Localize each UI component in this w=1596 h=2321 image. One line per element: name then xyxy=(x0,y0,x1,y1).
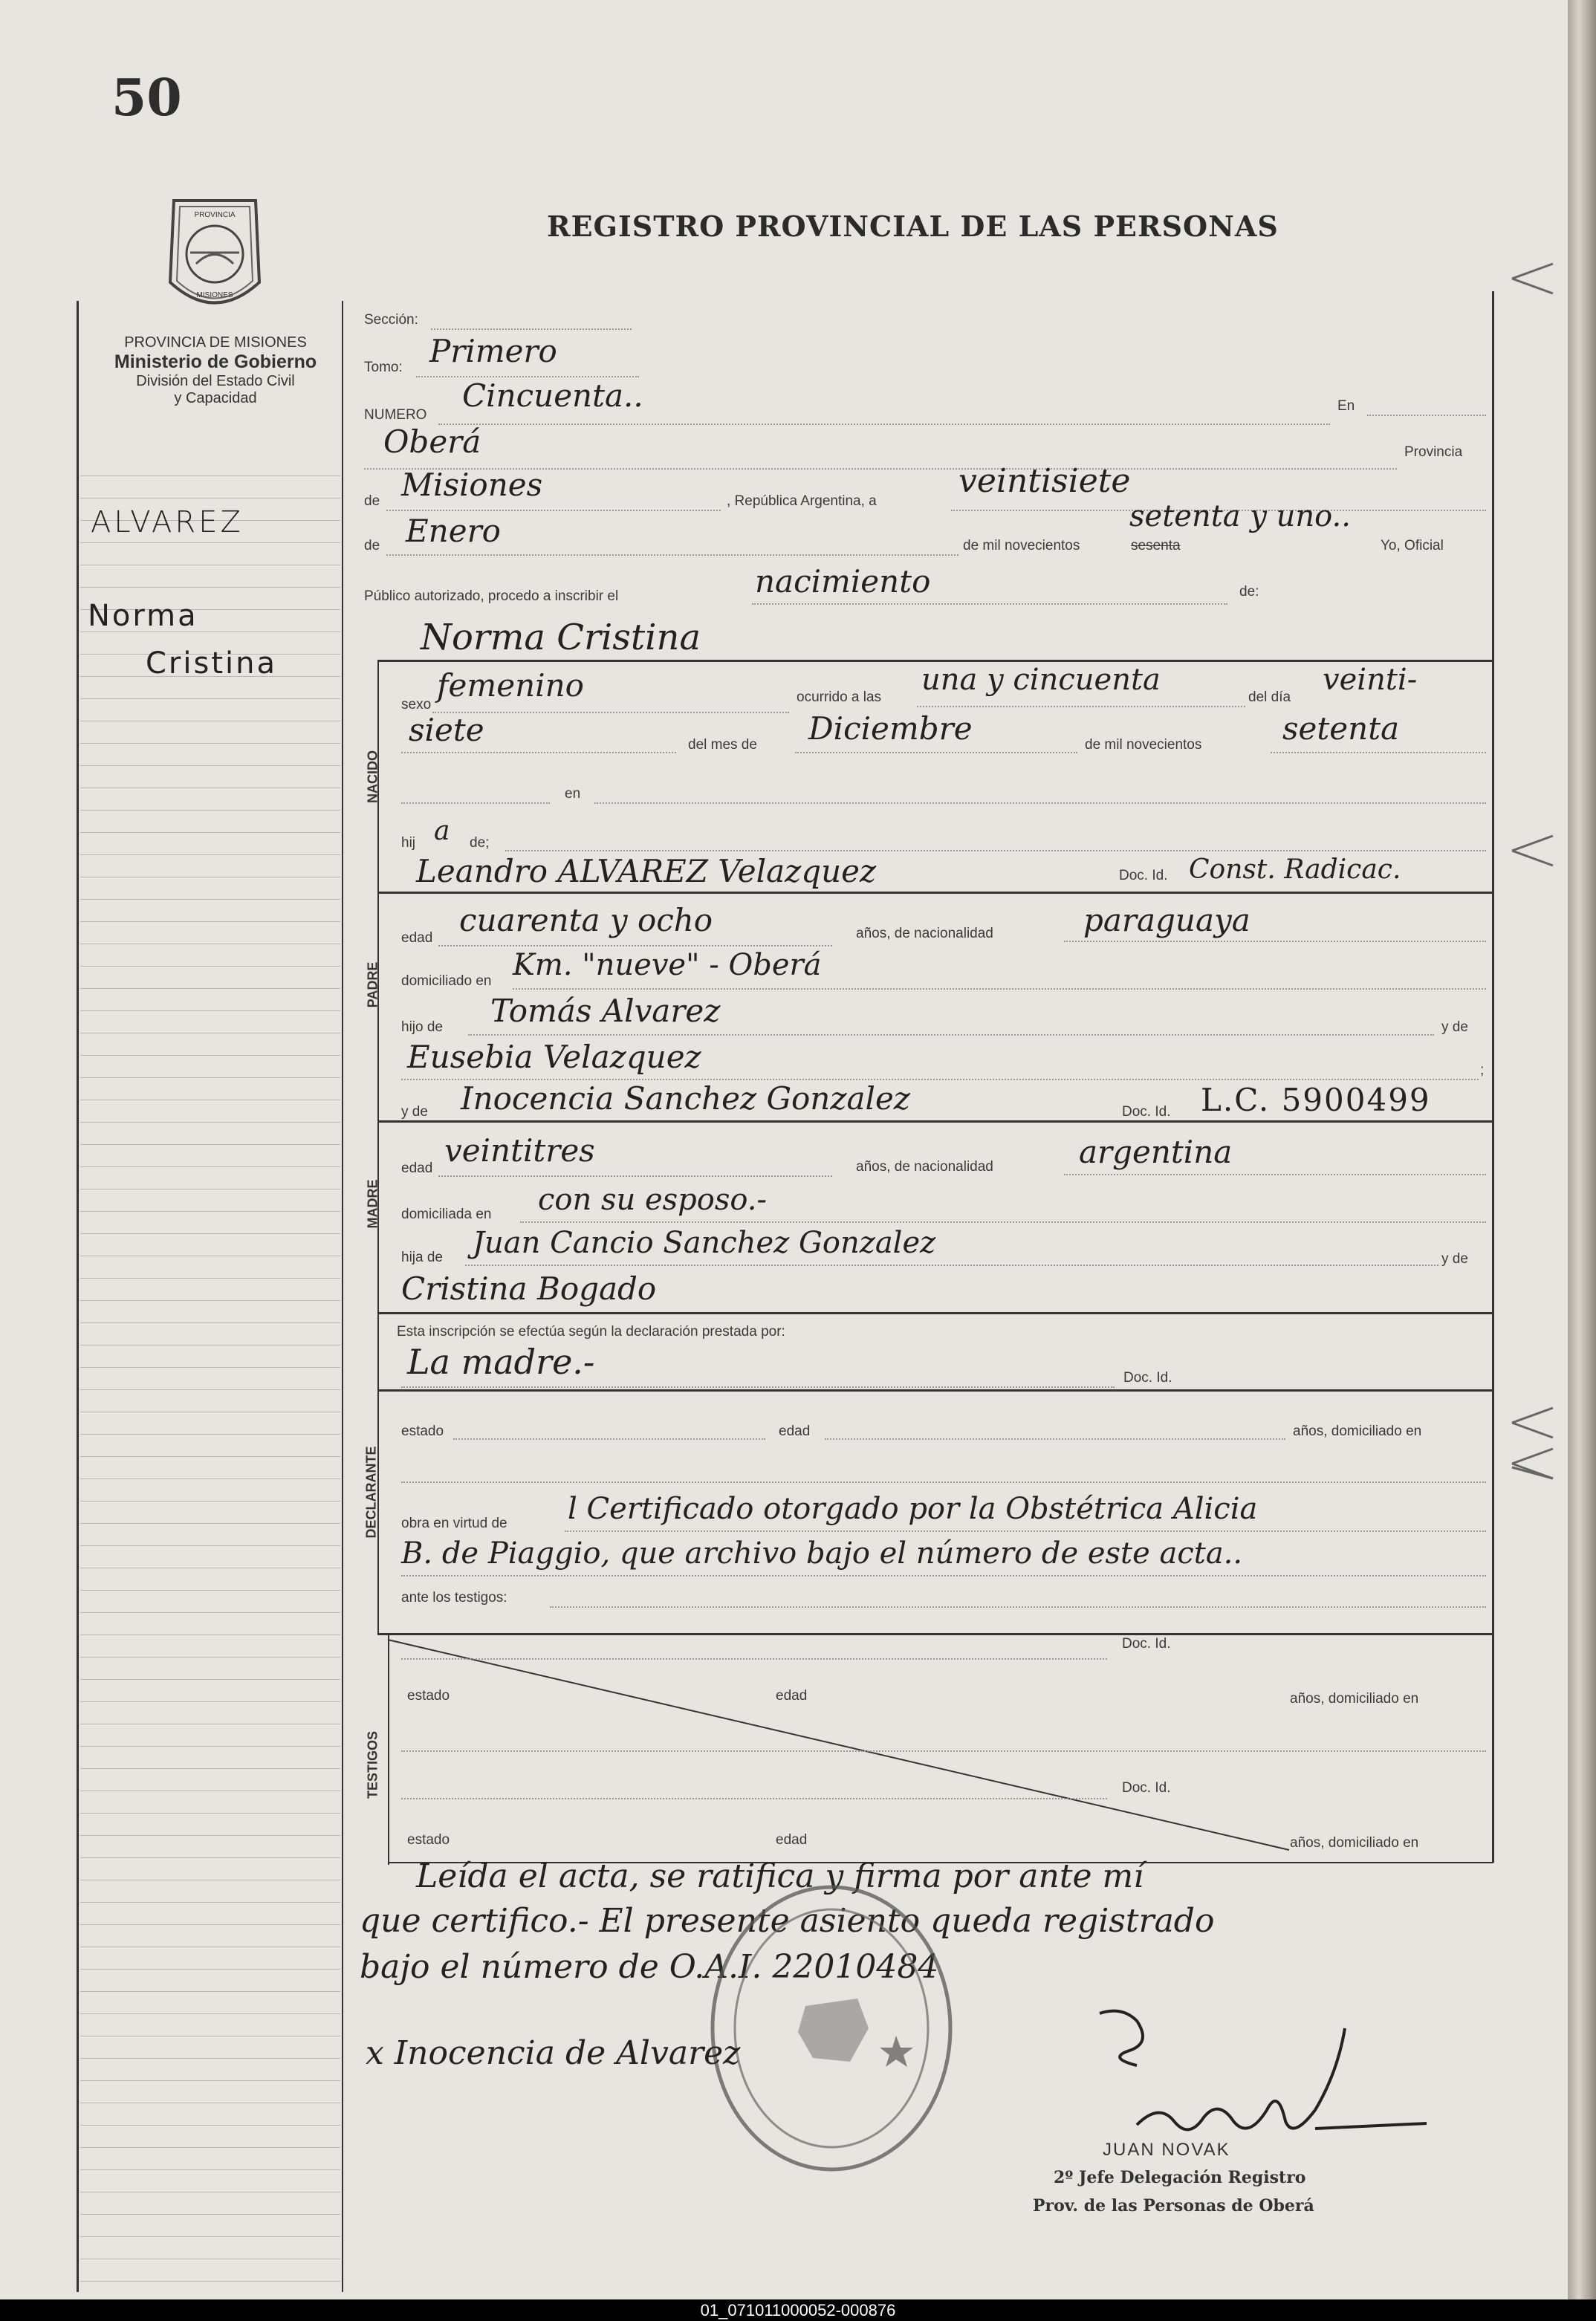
seccion-label: Sección: xyxy=(364,312,418,328)
dia2-value: siete xyxy=(409,712,484,748)
margin-ruled-line xyxy=(80,1434,340,1435)
margin-ruled-line xyxy=(80,1924,340,1925)
testigo2-line xyxy=(401,1798,1107,1799)
provincia-line xyxy=(386,510,721,511)
margin-ruled-line xyxy=(80,765,340,766)
image-id-footer: 01_071011000052-000876 xyxy=(0,2299,1596,2321)
madre-hija-de-value: Juan Cancio Sanchez Gonzalez xyxy=(473,1226,936,1260)
divider-nacido-top xyxy=(377,660,1493,662)
obra-label: obra en virtud de xyxy=(401,1516,507,1531)
dia-line xyxy=(401,752,676,753)
madre-domicilio-value: con su esposo.- xyxy=(538,1183,767,1217)
de-mil2-label: de mil novecientos xyxy=(1085,737,1202,753)
dia1-value: veinti- xyxy=(1323,663,1418,697)
section-padre: PADRE xyxy=(365,961,380,1008)
margin-ruled-line xyxy=(80,1679,340,1680)
margin-ruled-line xyxy=(80,1166,340,1167)
padre-edad-label: edad xyxy=(401,930,433,946)
ante-line xyxy=(550,1606,1486,1608)
testigos-cancel-line xyxy=(386,1638,1293,1861)
provincia-label: Provincia xyxy=(1404,444,1463,460)
declarante-anios-label: años, domiciliado en xyxy=(1293,1424,1422,1439)
page-number: 50 xyxy=(111,68,182,128)
margin-ruled-line xyxy=(80,2125,340,2126)
obra-line1-value: l Certificado otorgado por la Obstétrica Alicia xyxy=(568,1492,1258,1526)
declarante-dom-line xyxy=(401,1481,1486,1483)
declarante-line xyxy=(401,1386,1115,1388)
declarante-value: La madre.- xyxy=(407,1342,595,1382)
margin-ruled-line xyxy=(80,1122,340,1123)
obra-line2 xyxy=(401,1575,1486,1577)
margin-left-border xyxy=(77,301,79,2292)
anio-value: setenta xyxy=(1282,710,1400,747)
dia-inscripcion-value: veintisiete xyxy=(958,462,1131,500)
madre-nombre-value: Inocencia Sanchez Gonzalez xyxy=(461,1080,910,1117)
firma-madre: x Inocencia de Alvarez xyxy=(366,2034,741,2072)
margin-ruled-line xyxy=(80,1657,340,1658)
padre-domiciliado-label: domiciliado en xyxy=(401,973,492,989)
mes-line xyxy=(795,752,1077,753)
margin-given2: Cristina xyxy=(146,646,277,681)
declarante-edad-label: edad xyxy=(779,1424,811,1439)
ministry-line3: División del Estado Civil xyxy=(136,373,295,389)
sesenta-struck-label: sesenta xyxy=(1131,538,1181,554)
official-name: JUAN NOVAK xyxy=(1103,2140,1230,2160)
madre-edad-label: edad xyxy=(401,1160,433,1176)
margin-ruled-line xyxy=(80,2080,340,2081)
provincia-value: Misiones xyxy=(401,467,543,503)
de3-label: de; xyxy=(470,835,490,851)
testigo1-doc-label: Doc. Id. xyxy=(1122,1636,1171,1652)
margin-ruled-line xyxy=(80,1612,340,1613)
binding-stitches xyxy=(1508,223,1568,1857)
declarante-edad-line xyxy=(825,1438,1285,1440)
ante-label: ante los testigos: xyxy=(401,1590,507,1606)
section-madre: MADRE xyxy=(365,1179,380,1229)
mes-inscripcion-line xyxy=(386,554,958,556)
margin-ruled-line xyxy=(80,1523,340,1524)
margin-ruled-line xyxy=(80,1969,340,1970)
sexo-label: sexo xyxy=(401,697,432,712)
margin-ruled-line xyxy=(80,1501,340,1502)
section-declarante: DECLARANTE xyxy=(363,1446,379,1539)
anio-line xyxy=(1271,752,1486,753)
madre-domiciliada-label: domiciliada en xyxy=(401,1207,492,1222)
nombre-value: Norma Cristina xyxy=(421,617,701,658)
padre-semicolon: ; xyxy=(1480,1062,1485,1078)
margin-ruled-line xyxy=(80,832,340,833)
margin-ruled-line xyxy=(80,1211,340,1212)
margin-ruled-line xyxy=(80,1590,340,1591)
margin-ruled-line xyxy=(80,1545,340,1546)
padre-hijo-de-label: hijo de xyxy=(401,1019,443,1035)
madre-nacionalidad-value: argentina xyxy=(1079,1134,1233,1170)
margin-ruled-line xyxy=(80,988,340,989)
margin-ruled-line xyxy=(80,810,340,811)
padre-y-de-label: y de xyxy=(1441,1019,1468,1035)
del-dia-label: del día xyxy=(1248,689,1291,705)
divider-madre-bottom xyxy=(377,1312,1493,1314)
ocurrido-label: ocurrido a las xyxy=(797,689,882,705)
numero-label: NUMERO xyxy=(364,407,427,423)
margin-ruled-line xyxy=(80,1813,340,1814)
margin-ruled-line xyxy=(80,1322,340,1323)
sexo-value: femenino xyxy=(437,667,584,704)
yo-oficial-label: Yo, Oficial xyxy=(1381,538,1444,554)
margin-ruled-line xyxy=(80,1835,340,1836)
ministry-line4: y Capacidad xyxy=(174,390,257,406)
margin-ruled-line xyxy=(80,587,340,588)
padre-nombre-value: Leandro ALVAREZ Velazquez xyxy=(416,853,877,889)
padre-hijo-line xyxy=(468,1034,1434,1036)
declarante-estado-line xyxy=(453,1438,765,1440)
margin-ruled-line xyxy=(80,2281,340,2282)
en-label: En xyxy=(1337,398,1355,414)
madre-hija-line xyxy=(465,1265,1438,1266)
en2-label: en xyxy=(565,786,581,802)
margin-ruled-line xyxy=(80,1456,340,1457)
testigo1-estado-label: estado xyxy=(407,1688,450,1704)
republica-label: , República Argentina, a xyxy=(727,493,877,509)
obra-line1 xyxy=(565,1530,1486,1532)
margin-ruled-line xyxy=(80,1144,340,1145)
margin-ruled-line xyxy=(80,1857,340,1858)
margin-ruled-line xyxy=(80,921,340,922)
official-office: Prov. de las Personas de Oberá xyxy=(1033,2196,1314,2216)
madre-doc-label: Doc. Id. xyxy=(1122,1104,1171,1120)
sexo-line xyxy=(432,712,789,713)
padre-hijo-de-value: Tomás Alvarez xyxy=(490,993,721,1029)
acto-line xyxy=(752,603,1227,605)
section-nacido: NACIDO xyxy=(365,750,380,803)
official-signature xyxy=(1092,1999,1449,2155)
page-title: REGISTRO PROVINCIAL DE LAS PERSONAS xyxy=(547,210,1279,243)
margin-ruled-line xyxy=(80,1010,340,1011)
margin-ruled-line xyxy=(80,1278,340,1279)
divider-padre-top xyxy=(377,892,1493,894)
hij-line xyxy=(505,850,1486,851)
madre-nac-line xyxy=(1064,1174,1486,1175)
margin-given1: Norma xyxy=(88,599,198,633)
margin-ruled-line xyxy=(80,1233,340,1234)
madre-doc-value: L.C. 5900499 xyxy=(1201,1082,1431,1118)
de2-label: de xyxy=(364,538,380,554)
testigo2-anios-label: años, domiciliado en xyxy=(1290,1835,1419,1851)
madre-y-de-label: y de xyxy=(401,1104,428,1120)
margin-ruled-line xyxy=(80,966,340,967)
hora-line xyxy=(917,706,1245,707)
section-testigos: TESTIGOS xyxy=(365,1731,380,1799)
en-line xyxy=(1367,415,1486,416)
margin-ruled-line xyxy=(80,2214,340,2215)
margin-ruled-line xyxy=(80,498,340,499)
madre-edad-value: veintitres xyxy=(444,1132,595,1169)
de-colon-label: de: xyxy=(1239,584,1259,600)
margin-ruled-line xyxy=(80,1902,340,1903)
seal-bottom-text: MISIONES xyxy=(196,291,233,299)
form-right-border xyxy=(1492,291,1494,1863)
margin-ruled-line xyxy=(80,542,340,543)
margin-ruled-line xyxy=(80,1991,340,1992)
ministry-block xyxy=(74,334,357,407)
margin-ruled-line xyxy=(80,2013,340,2014)
madre-hija-de-label: hija de xyxy=(401,1250,443,1265)
book-binding xyxy=(1568,0,1596,2299)
testigo2-estado-label: estado xyxy=(407,1832,450,1848)
numero-value: Cincuenta.. xyxy=(462,377,643,414)
leida-line3: bajo el número de O.A.I. 22010484 xyxy=(360,1948,939,1986)
margin-ruled-line xyxy=(80,2236,340,2237)
publico-label: Público autorizado, procedo a inscribir el xyxy=(364,588,619,604)
margin-ruled-line xyxy=(80,1077,340,1078)
padre-anios-label: años, de nacionalidad xyxy=(856,926,993,941)
margin-ruled-line xyxy=(80,475,340,476)
divider-declarante-bottom xyxy=(377,1633,1493,1635)
madre-edad-line xyxy=(438,1175,832,1177)
hora-value: una y cincuenta xyxy=(921,663,1161,697)
divider-madre-top xyxy=(377,1120,1493,1123)
padre-domicilio-value: Km. "nueve" - Oberá xyxy=(513,948,822,982)
seal-top-text: PROVINCIA xyxy=(194,211,236,219)
seccion-line xyxy=(431,328,632,330)
declarante-doc-label: Doc. Id. xyxy=(1123,1370,1172,1386)
lugar-nac-line1 xyxy=(401,802,550,804)
hij-suffix-value: a xyxy=(434,816,450,846)
lugar-value: Oberá xyxy=(383,423,481,460)
margin-ruled-line xyxy=(80,854,340,855)
testigo1-anios-label: años, domiciliado en xyxy=(1290,1691,1419,1707)
padre-nac-line xyxy=(1064,941,1486,942)
margin-ruled-line xyxy=(80,2169,340,2170)
padre-doc-label: Doc. Id. xyxy=(1119,868,1168,883)
madre-dom-line xyxy=(520,1221,1486,1223)
margin-ruled-line xyxy=(80,1701,340,1702)
margin-ruled-line xyxy=(80,1389,340,1390)
mes-inscripcion-value: Enero xyxy=(406,513,501,549)
mes-value: Diciembre xyxy=(808,710,973,747)
de-mil-label: de mil novecientos xyxy=(963,538,1080,554)
margin-right-border xyxy=(342,301,343,2292)
tomo-value: Primero xyxy=(429,333,557,369)
testigo1-line xyxy=(401,1658,1107,1660)
testigo2-doc-label: Doc. Id. xyxy=(1122,1780,1171,1796)
margin-ruled-line xyxy=(80,2058,340,2059)
margin-ruled-line xyxy=(80,1055,340,1056)
margin-ruled-line xyxy=(80,743,340,744)
madre-y-de-final-label: y de xyxy=(1441,1251,1468,1267)
madre-anios-label: años, de nacionalidad xyxy=(856,1159,993,1175)
margin-ruled-line xyxy=(80,1746,340,1747)
margin-ruled-line xyxy=(80,1478,340,1479)
margin-ruled-line xyxy=(80,1367,340,1368)
province-seal-icon xyxy=(159,193,270,327)
margin-ruled-line xyxy=(80,2147,340,2148)
margin-ruled-line xyxy=(80,899,340,900)
margin-ruled-line xyxy=(80,1768,340,1769)
margin-ruled-line xyxy=(80,698,340,699)
padre-edad-line xyxy=(438,945,832,947)
padre-edad-value: cuarenta y ocho xyxy=(459,902,713,938)
padre-doc-value: Const. Radicac. xyxy=(1189,854,1401,885)
testigo1-dom-line xyxy=(401,1750,1486,1752)
ministry-line1: PROVINCIA DE MISIONES xyxy=(124,334,307,351)
madre-y-de-value: Cristina Bogado xyxy=(401,1270,657,1307)
lugar-nac-line2 xyxy=(594,802,1486,804)
numero-line xyxy=(438,423,1330,425)
testigo2-edad-label: edad xyxy=(776,1832,808,1848)
divider-declarante-top xyxy=(377,1389,1493,1392)
tomo-label: Tomo: xyxy=(364,360,403,375)
padre-dom-line xyxy=(513,988,1486,990)
leida-line1: Leída el acta, se ratifica y firma por ante mí xyxy=(416,1857,1144,1895)
obra-line2-value: B. de Piaggio, que archivo bajo el número de este acta.. xyxy=(401,1536,1243,1571)
inscripcion-label: Esta inscripción se efectúa según la declaración prestada por: xyxy=(397,1324,785,1340)
del-mes-label: del mes de xyxy=(688,737,757,753)
padre-y-de-value: Eusebia Velazquez xyxy=(407,1039,701,1075)
official-stamp xyxy=(701,1880,961,2177)
anio-inscripcion-value: setenta y uno.. xyxy=(1129,499,1351,533)
de1-label: de xyxy=(364,493,380,509)
official-title: 2º Jefe Delegación Registro xyxy=(1054,2168,1306,2187)
hij-label: hij xyxy=(401,835,416,851)
padre-nacionalidad-value: paraguaya xyxy=(1083,902,1250,938)
ministry-line2: Ministerio de Gobierno xyxy=(114,351,317,372)
testigo1-edad-label: edad xyxy=(776,1688,808,1704)
margin-ruled-line xyxy=(80,1300,340,1301)
acto-value: nacimiento xyxy=(755,563,931,600)
declarante-estado-label: estado xyxy=(401,1424,444,1439)
leida-line2: que certifico.- El presente asiento queda registrado xyxy=(360,1902,1215,1940)
margin-surname: ALVAREZ xyxy=(91,505,244,539)
